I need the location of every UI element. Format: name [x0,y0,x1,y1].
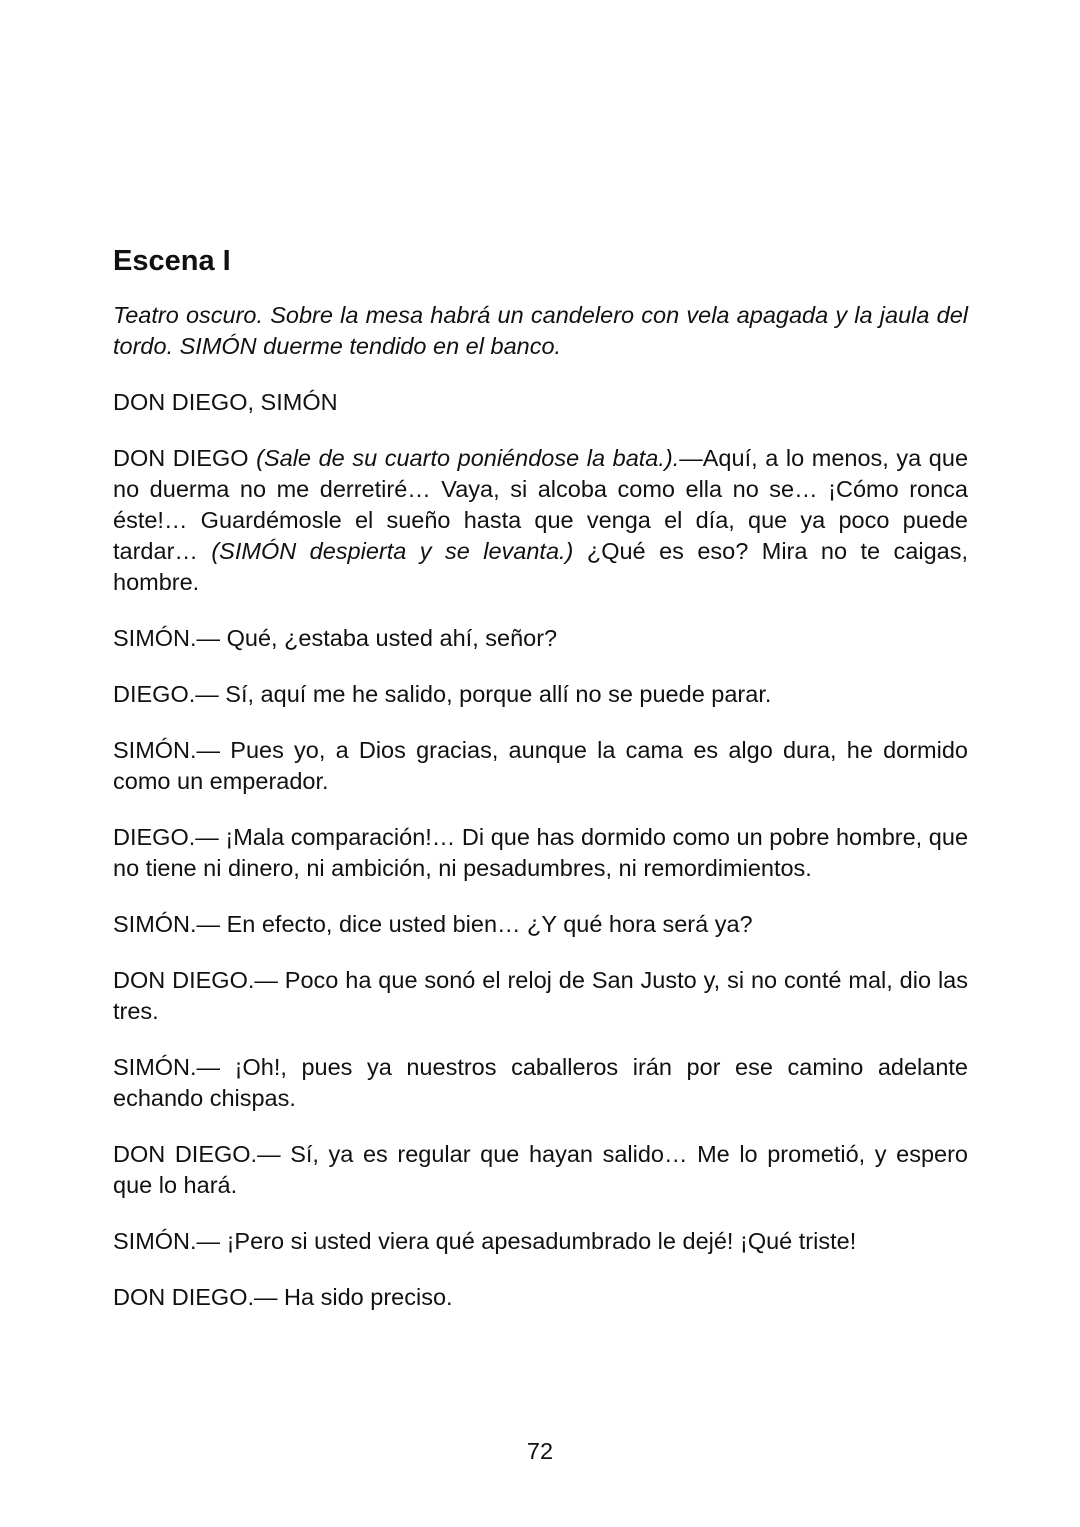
dialogue-line [113,679,968,710]
dialogue-line [113,909,968,940]
dialogue-line [113,735,968,797]
dialogue-text: ¡Oh!, pues ya nuestros caballeros irán por ese camino adelante echando chispas. [113,1054,969,1111]
dialogue-text: ¡Pero si usted viera qué apesadumbrado le dejé! ¡Qué triste! [226,1228,857,1254]
dialogue-text: Ha sido preciso. [284,1284,453,1310]
dialogue-text: ¡Mala comparación!… Di que has dormido como un pobre hombre, que no tiene ni dinero, ni ambición, ni pesadumbres, ni remordimientos. [113,824,969,881]
dialogue-text: Sí, ya es regular que hayan salido… Me lo prometió, y espero que lo hará. [113,1141,969,1198]
dialogue-line [113,623,968,654]
speaker-name: SIMÓN.— [113,911,227,937]
dialogue-line [113,1052,968,1114]
dialogue-line [113,443,968,598]
speaker-name: DIEGO.— [113,824,226,850]
dialogue-line [113,1139,968,1201]
dialogue-text: En efecto, dice usted bien… ¿Y qué hora será ya? [226,911,753,937]
stage-direction: Teatro oscuro. Sobre la mesa habrá un candelero con vela apagada y la jaula del tordo. SIMÓN duerme tendido en el banco. [113,302,968,359]
speaker-name: DON DIEGO.— [113,1284,285,1310]
characters-line: DON DIEGO, SIMÓN [113,389,338,415]
dialogue-line [113,965,968,1027]
speaker-name: SIMÓN.— [113,1228,227,1254]
dialogue-text: Qué, ¿estaba usted ahí, señor? [226,625,558,651]
dialogue-text: Poco ha que sonó el reloj de San Justo y, si no conté mal, dio las tres. [113,967,968,1024]
speaker-name: SIMÓN.— [113,1054,235,1080]
scene-title: Escena I [113,245,231,277]
page-number: 72 [526,1438,554,1464]
speaker-name: DON DIEGO [113,445,257,471]
stage-direction-inline: (SIMÓN despierta y se levanta.) [211,538,574,564]
dialogue-text: Sí, aquí me he salido, porque allí no se puede parar. [225,681,772,707]
speaker-name: SIMÓN.— [113,737,231,763]
document-page [113,242,968,1338]
dialogue-text: —Aquí, a lo menos, ya que no duerma no me derretiré… Vaya, si alcoba como ella no se… ¡Cómo ronca éste!… Guardémosle el sueño hasta que venga el día, que ya poco puede tardar… [113,445,969,564]
speaker-name: DON DIEGO.— [113,967,285,993]
dialogue-line [113,822,968,884]
speaker-name: SIMÓN.— [113,625,227,651]
stage-direction-inline: (Sale de su cuarto poniéndose la bata.). [256,445,680,471]
dialogue-list [113,443,968,1313]
dialogue-line [113,1282,968,1313]
speaker-name: DIEGO.— [113,681,226,707]
speaker-name: DON DIEGO.— [113,1141,291,1167]
dialogue-text: ¿Qué es eso? Mira no te caigas, hombre. [113,538,968,595]
dialogue-line [113,1226,968,1257]
dialogue-text: Pues yo, a Dios gracias, aunque la cama es algo dura, he dormido como un emperador. [113,737,968,794]
